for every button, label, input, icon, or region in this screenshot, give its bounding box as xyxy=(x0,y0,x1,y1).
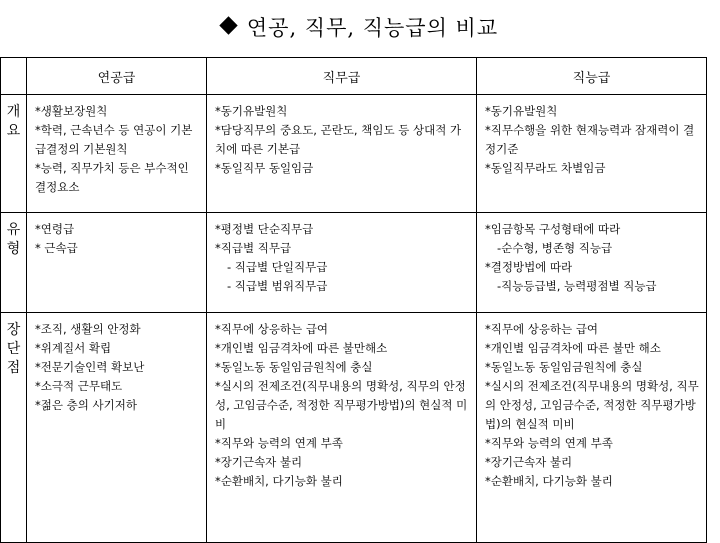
list-item: *동일직무라도 차별임금 xyxy=(485,161,606,175)
list-item: *결정방법에 따라 xyxy=(485,260,573,274)
list-item: *임금항목 구성형태에 따라 xyxy=(485,222,621,236)
list-item: *동기유발원칙 xyxy=(485,104,558,118)
header-seniority: 연공급 xyxy=(27,58,207,95)
list-item: *연령급 xyxy=(35,222,75,236)
list-item: *장기근속자 불리 xyxy=(215,455,303,469)
types-seniority-cell xyxy=(27,213,207,313)
list-item: *생활보장원칙 xyxy=(35,104,108,118)
pros-cons-job-cell xyxy=(207,313,477,543)
comparison-table xyxy=(0,57,707,543)
list-item: -순수형, 병존형 직능급 xyxy=(497,241,613,255)
list-item: *동일노동 동일임금원칙에 충실 xyxy=(215,360,373,374)
overview-job-cell xyxy=(207,95,477,213)
list-item: *직무에 상응하는 급여 xyxy=(215,322,329,336)
row-pros-cons xyxy=(1,313,707,543)
list-item: *평정별 단순직무급 xyxy=(215,222,314,236)
list-item: *동기유발원칙 xyxy=(215,104,288,118)
list-item: *능력, 직무가치 등은 부수적인 결정요소 xyxy=(35,161,189,194)
diamond-bullet-icon xyxy=(219,16,237,34)
pros-cons-skill-cell xyxy=(477,313,707,543)
list-item: *실시의 전제조건(직무내용의 명확성, 직무의 안정성, 고임금수준, 적정한 직무평가방법)의 현실적 미비 xyxy=(215,379,468,431)
list-item: *장기근속자 불리 xyxy=(485,455,573,469)
row-label-pros-cons: 장 단 점 xyxy=(1,313,27,543)
header-row xyxy=(1,58,707,95)
list-item: *직급별 직무급 xyxy=(215,241,292,255)
list-item: -직능등급별, 능력평점별 직능급 xyxy=(497,279,657,293)
pros-cons-seniority-cell xyxy=(27,313,207,543)
list-item: *실시의 전제조건(직무내용의 명확성, 직무의 안정성, 고임금수준, 적정한 직무평가방법)의 현실적 미비 xyxy=(485,379,699,431)
list-item: *담당직무의 중요도, 곤란도, 책임도 등 상대적 가치에 따른 기본급 xyxy=(215,123,462,156)
header-corner xyxy=(1,58,27,95)
list-item: *직무에 상응하는 급여 xyxy=(485,322,599,336)
row-label-types: 유 형 xyxy=(1,213,27,313)
list-item: *직무수행을 위한 현재능력과 잠재력이 결정기준 xyxy=(485,123,695,156)
list-item: * 근속급 xyxy=(35,241,78,255)
list-item: *전문기술인력 확보난 xyxy=(35,360,145,374)
list-item: *직무와 능력의 연계 부족 xyxy=(215,436,343,450)
list-item: - 직급별 단일직무급 xyxy=(227,260,328,274)
header-skill: 직능급 xyxy=(477,58,707,95)
types-skill-cell xyxy=(477,213,707,313)
list-item: *순환배치, 다기능화 불리 xyxy=(485,474,613,488)
overview-seniority-cell xyxy=(27,95,207,213)
list-item: *위계질서 확립 xyxy=(35,341,112,355)
row-label-overview: 개 요 xyxy=(1,95,27,213)
header-job: 직무급 xyxy=(207,58,477,95)
row-overview xyxy=(1,95,707,213)
list-item: *동일직무 동일임금 xyxy=(215,161,314,175)
row-types xyxy=(1,213,707,313)
list-item: *조직, 생활의 안정화 xyxy=(35,322,141,336)
list-item: *직무와 능력의 연계 부족 xyxy=(485,436,613,450)
list-item: *개인별 임금격차에 따른 불만 해소 xyxy=(485,341,661,355)
list-item: *학력, 근속년수 등 연공이 기본급결정의 기본원칙 xyxy=(35,123,193,156)
title-text: 연공, 직무, 직능급의 비교 xyxy=(246,16,499,40)
overview-skill-cell xyxy=(477,95,707,213)
list-item: *소극적 근무태도 xyxy=(35,379,123,393)
types-job-cell xyxy=(207,213,477,313)
list-item: *개인별 임금격차에 따른 불만해소 xyxy=(215,341,388,355)
list-item: *순환배치, 다기능화 불리 xyxy=(215,474,343,488)
list-item: *동일노동 동일임금원칙에 충실 xyxy=(485,360,643,374)
list-item: *젊은 층의 사기저하 xyxy=(35,398,137,412)
list-item: - 직급별 범위직무급 xyxy=(227,279,328,293)
page-title xyxy=(0,12,720,42)
